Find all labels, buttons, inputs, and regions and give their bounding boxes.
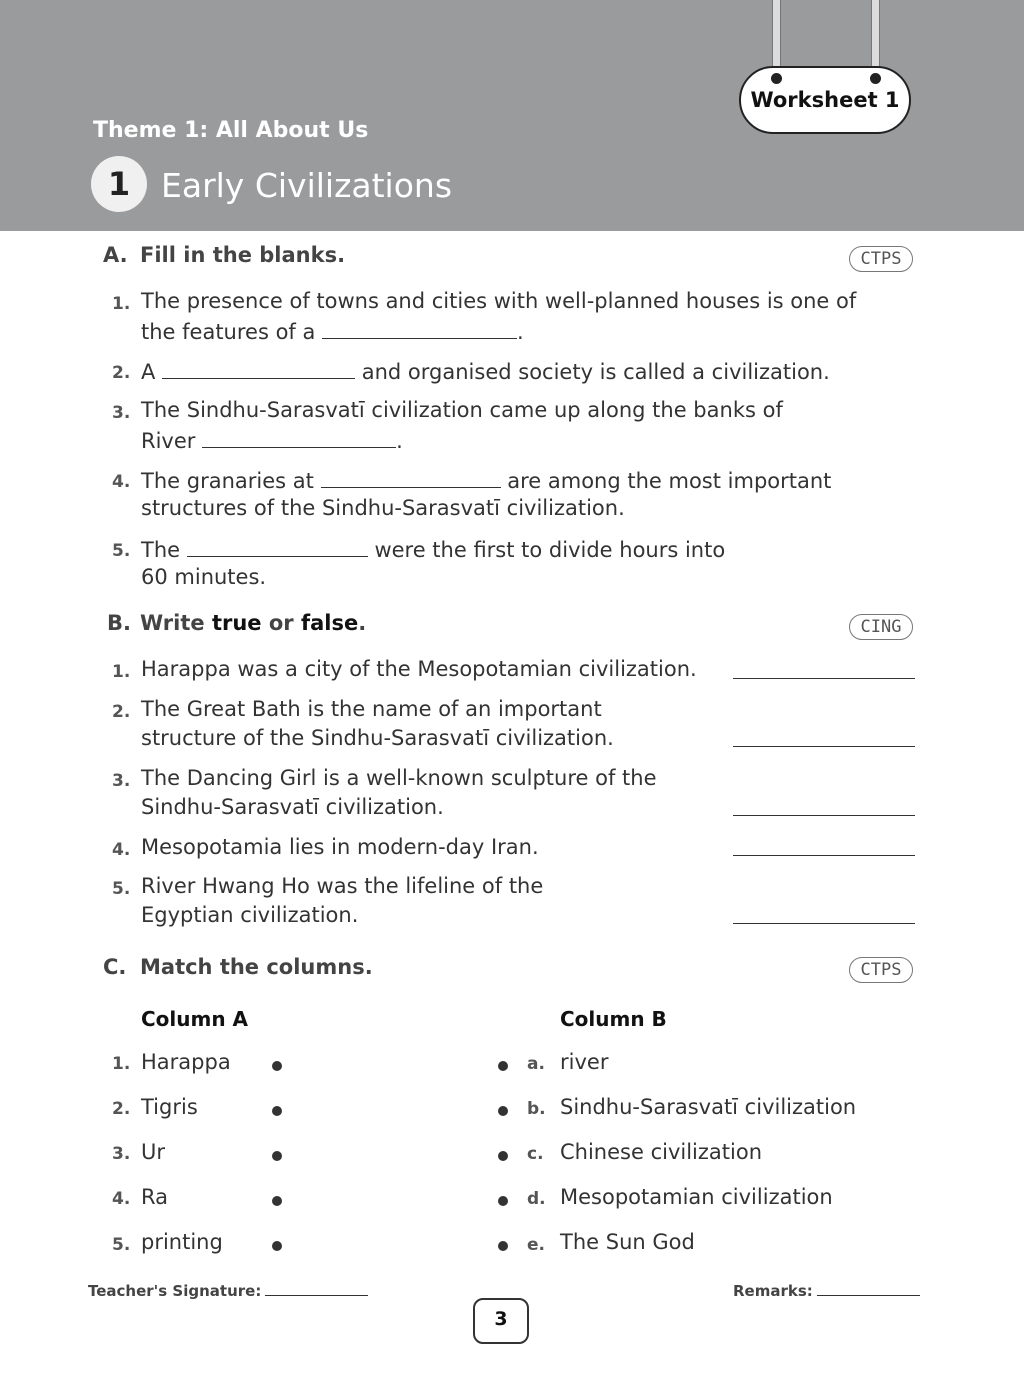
section-a-heading xyxy=(103,243,345,267)
tag-hole-left xyxy=(771,73,782,84)
section-letter: B. xyxy=(107,611,131,635)
question-text: The Sindhu-Sarasvatī civilization came up along the banks of xyxy=(141,398,783,422)
tag-hole-right xyxy=(870,73,881,84)
column-a-item: Ur xyxy=(141,1140,166,1164)
question-number: 1. xyxy=(112,662,131,682)
text-before-blank: The xyxy=(141,538,181,562)
answer-blank[interactable] xyxy=(187,534,368,557)
question-text: Harappa was a city of the Mesopotamian civilization. xyxy=(141,657,697,681)
question-number: 4. xyxy=(112,840,131,860)
match-dot-left[interactable] xyxy=(272,1241,282,1251)
column-a-item: Tigris xyxy=(141,1095,198,1119)
column-a-item: printing xyxy=(141,1230,223,1254)
question-text-line2: structure of the Sindhu-Sarasvatī civilization. xyxy=(141,726,614,750)
question-text: The Great Bath is the name of an important xyxy=(141,697,602,721)
match-dot-right[interactable] xyxy=(498,1106,508,1116)
remarks xyxy=(733,1282,920,1300)
section-title-prefix: Write xyxy=(140,611,205,635)
text-before-blank: River xyxy=(141,429,196,453)
question-number: 1. xyxy=(112,294,131,314)
question-text-line2 xyxy=(141,316,524,347)
question-text-line2 xyxy=(141,425,403,456)
teacher-signature-label: Teacher's Signature: xyxy=(88,1282,262,1300)
skill-badge: CING xyxy=(849,614,913,640)
column-b-heading: Column B xyxy=(560,1007,667,1031)
text-after-blank: are among the most important xyxy=(507,469,832,493)
chapter-number: 1 xyxy=(91,156,147,212)
question-text xyxy=(141,534,725,565)
text-after-blank: . xyxy=(517,320,524,344)
question-number: 2. xyxy=(112,702,131,722)
worksheet-tag xyxy=(739,66,911,134)
section-title: Match the columns. xyxy=(140,955,373,979)
text-after-blank: were the first to divide hours into xyxy=(374,538,726,562)
match-dot-left[interactable] xyxy=(272,1196,282,1206)
text-after-blank: . xyxy=(396,429,403,453)
question-text xyxy=(141,465,831,496)
column-b-item: The Sun God xyxy=(560,1230,695,1254)
question-text: Mesopotamia lies in modern-day Iran. xyxy=(141,835,539,859)
match-dot-right[interactable] xyxy=(498,1151,508,1161)
answer-blank[interactable] xyxy=(322,316,517,339)
section-c-heading xyxy=(103,955,373,979)
section-title-end: . xyxy=(358,611,367,635)
item-letter: a. xyxy=(527,1054,545,1074)
remarks-label: Remarks: xyxy=(733,1282,813,1300)
item-number: 5. xyxy=(112,1235,131,1255)
text-before-blank: The granaries at xyxy=(141,469,314,493)
teacher-signature xyxy=(88,1282,368,1300)
match-dot-right[interactable] xyxy=(498,1241,508,1251)
match-dot-right[interactable] xyxy=(498,1196,508,1206)
page-header xyxy=(0,0,1024,231)
column-a-item: Harappa xyxy=(141,1050,231,1074)
answer-line[interactable] xyxy=(733,678,915,679)
text-after-blank: and organised society is called a civilization. xyxy=(361,360,830,384)
answer-line[interactable] xyxy=(733,815,915,816)
section-letter: C. xyxy=(103,955,127,979)
question-number: 5. xyxy=(112,879,131,899)
answer-line[interactable] xyxy=(733,855,915,856)
item-letter: d. xyxy=(527,1189,546,1209)
column-b-item: river xyxy=(560,1050,609,1074)
question-text: The presence of towns and cities with well-planned houses is one of xyxy=(141,289,857,313)
column-b-item: Sindhu-Sarasvatī civilization xyxy=(560,1095,857,1119)
column-a-item: Ra xyxy=(141,1185,168,1209)
question-number: 4. xyxy=(112,472,131,492)
question-text-line2: Sindhu-Sarasvatī civilization. xyxy=(141,795,444,819)
item-letter: c. xyxy=(527,1144,544,1164)
question-number: 3. xyxy=(112,403,131,423)
theme-label: Theme 1: All About Us xyxy=(93,118,369,143)
item-number: 1. xyxy=(112,1054,131,1074)
column-a-heading: Column A xyxy=(141,1007,249,1031)
answer-line[interactable] xyxy=(733,746,915,747)
question-number: 5. xyxy=(112,541,131,561)
question-text: The Dancing Girl is a well-known sculpture of the xyxy=(141,766,657,790)
signature-line[interactable] xyxy=(265,1295,368,1296)
question-text-line2: structures of the Sindhu-Sarasvatī civilization. xyxy=(141,496,625,520)
question-text-line2: 60 minutes. xyxy=(141,565,267,589)
skill-badge: CTPS xyxy=(849,957,913,983)
match-dot-right[interactable] xyxy=(498,1061,508,1071)
question-text xyxy=(141,356,830,387)
question-number: 2. xyxy=(112,363,131,383)
chapter-title: Early Civilizations xyxy=(161,166,453,205)
answer-blank[interactable] xyxy=(202,425,396,448)
question-text: River Hwang Ho was the lifeline of the xyxy=(141,874,544,898)
section-b-heading xyxy=(107,611,366,635)
text-before-blank: A xyxy=(141,360,156,384)
worksheet-label: Worksheet 1 xyxy=(750,88,900,112)
section-title: Fill in the blanks. xyxy=(140,243,346,267)
answer-blank[interactable] xyxy=(321,465,501,488)
question-number: 3. xyxy=(112,771,131,791)
column-b-item: Chinese civilization xyxy=(560,1140,763,1164)
keyword-true: true xyxy=(211,611,262,635)
item-number: 4. xyxy=(112,1189,131,1209)
section-title-or: or xyxy=(268,611,294,635)
answer-blank[interactable] xyxy=(162,356,355,379)
page-number: 3 xyxy=(473,1298,529,1344)
match-dot-left[interactable] xyxy=(272,1061,282,1071)
match-dot-left[interactable] xyxy=(272,1151,282,1161)
item-number: 2. xyxy=(112,1099,131,1119)
answer-line[interactable] xyxy=(733,923,915,924)
section-letter: A. xyxy=(103,243,128,267)
remarks-line[interactable] xyxy=(817,1295,920,1296)
skill-badge: CTPS xyxy=(849,246,913,272)
item-letter: b. xyxy=(527,1099,546,1119)
question-text-line2: Egyptian civilization. xyxy=(141,903,359,927)
text-before-blank: the features of a xyxy=(141,320,316,344)
column-b-item: Mesopotamian civilization xyxy=(560,1185,833,1209)
keyword-false: false xyxy=(300,611,359,635)
match-dot-left[interactable] xyxy=(272,1106,282,1116)
item-number: 3. xyxy=(112,1144,131,1164)
item-letter: e. xyxy=(527,1235,545,1255)
